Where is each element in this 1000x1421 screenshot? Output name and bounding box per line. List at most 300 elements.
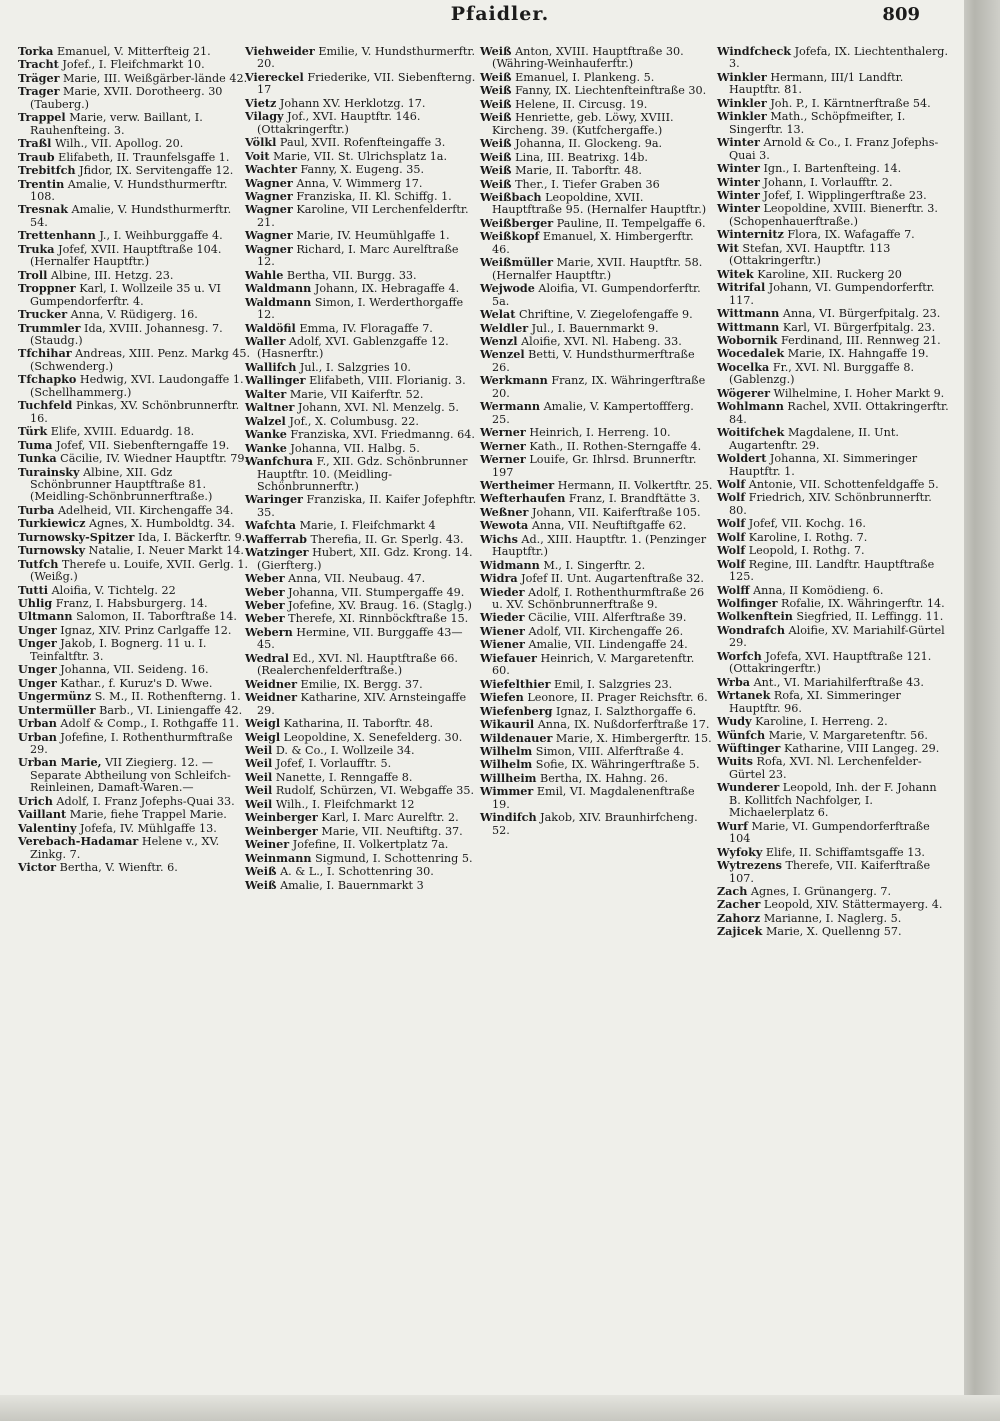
entry-address: Marianne, I. Naglerg. 5.: [760, 911, 902, 925]
directory-entry: [245, 519, 479, 532]
entry-address: Jofefa, IX. Liechtenthalerg. 3.: [729, 45, 949, 71]
directory-entry: [18, 229, 252, 242]
entry-address: Adolf & Comp., I. Rothgaffe 11.: [56, 717, 240, 731]
entry-address: Franziska, II. Kaifer Jofephftr. 35.: [257, 493, 477, 519]
directory-entry: [245, 546, 479, 572]
directory-entry: [717, 307, 951, 320]
entry-address: Marie, XVII. Dorotheerg. 30 (Tauberg.): [30, 85, 223, 111]
entry-name: Völkl: [245, 135, 277, 150]
entry-address: Emilie, IX. Bergg. 37.: [297, 677, 423, 691]
entry-name: Wittmann: [717, 306, 780, 321]
directory-entry: [245, 335, 479, 361]
entry-address: Ignaz, I. Salzthorgaffe 6.: [552, 704, 697, 718]
entry-name: Weil: [245, 756, 273, 771]
entry-name: Wolf: [717, 476, 746, 491]
directory-entry: [245, 374, 479, 387]
directory-entry: [245, 838, 479, 851]
entry-name: Trentin: [18, 176, 65, 191]
entry-address: Wilhelmine, I. Hoher Markt 9.: [769, 386, 945, 400]
entry-name: Tuma: [18, 437, 53, 452]
entry-address: VII Ziegierg. 12. —Separate Abtheilung von Schleifch-Reinleinen, Damaft-Waren.—: [30, 756, 231, 795]
entry-name: Viehweider: [245, 44, 315, 58]
directory-entry: [717, 189, 951, 202]
entry-address: Pinkas, XV. Schönbrunnerftr. 16.: [30, 399, 240, 425]
entry-name: Wohlmann: [717, 399, 784, 414]
entry-name: Wefterhaufen: [480, 491, 566, 506]
directory-entry: [480, 479, 714, 492]
entry-name: Widra: [480, 571, 518, 586]
entry-name: Wejwode: [480, 281, 535, 296]
entry-name: Weißbach: [480, 189, 542, 204]
entry-name: Wrba: [717, 674, 751, 689]
entry-address: Salomon, II. Taborftraße 14.: [72, 610, 237, 624]
directory-entry: [245, 572, 479, 585]
entry-name: Weber: [245, 598, 285, 613]
entry-address: Anton, XVIII. Hauptftraße 30. (Währing-Weinhauferftr.): [492, 45, 684, 71]
entry-name: Wudy: [717, 714, 752, 729]
directory-entry: [245, 110, 479, 136]
entry-name: Weiß: [480, 176, 512, 191]
entry-name: Weigl: [245, 716, 281, 731]
entry-name: Truka: [18, 241, 55, 256]
entry-name: Welat: [480, 307, 516, 322]
directory-entry: [18, 282, 252, 308]
entry-address: Jakob, XIV. Braunhirfcheng. 52.: [492, 811, 698, 837]
directory-entry: [245, 825, 479, 838]
entry-name: Wahle: [245, 267, 284, 282]
entry-address: Jofef, VII. Siebenfterngaffe 19.: [52, 438, 230, 452]
entry-name: Wüftinger: [717, 741, 781, 756]
directory-entry: [480, 308, 714, 321]
directory-entry: [717, 176, 951, 189]
entry-name: Türk: [18, 424, 48, 439]
directory-entry: [717, 624, 951, 650]
entry-address: Leonore, II. Prager Reichsftr. 6.: [523, 691, 708, 705]
entry-name: Wewota: [480, 518, 529, 533]
entry-address: Paul, XVII. Rofenfteingaffe 3.: [276, 136, 446, 150]
directory-entry: [245, 190, 479, 203]
entry-name: Weißmüller: [480, 255, 554, 270]
directory-entry: [18, 624, 252, 637]
entry-name: Winternitz: [717, 227, 784, 242]
directory-entry: [245, 717, 479, 730]
entry-address: Johanna, VII. Stumpergaffe 49.: [284, 585, 465, 599]
entry-name: Trappel: [18, 110, 66, 125]
entry-address: Antonie, VII. Schottenfeldgaffe 5.: [745, 477, 939, 491]
entry-address: Marie, verw. Baillant, I. Rauhenfteing. 3.: [30, 111, 203, 137]
directory-entry: [480, 652, 714, 678]
entry-address: Chriftine, V. Ziegelofengaffe 9.: [515, 308, 693, 322]
book-gutter: [964, 0, 1000, 1421]
directory-entry: [245, 678, 479, 691]
directory-entry: [480, 559, 714, 572]
entry-name: Wikauril: [480, 717, 535, 732]
entry-address: Marie, II. Taborftr. 48.: [511, 164, 642, 178]
entry-name: Werner: [480, 452, 526, 467]
directory-entry: [245, 442, 479, 455]
entry-name: Weiß: [480, 44, 512, 58]
entry-name: Turba: [18, 502, 55, 517]
entry-address: Leopoldine, XVII. Hauptftraße 95. (Hernalfer Hauptftr.): [492, 190, 707, 217]
entry-name: Weiß: [480, 136, 512, 151]
entry-address: Marie, V. Margaretenftr. 56.: [765, 728, 928, 742]
entry-address: Emma, IV. Floragaffe 7.: [295, 321, 433, 335]
entry-address: Therefe, VII. Kaiferftraße 107.: [729, 859, 931, 885]
directory-entry: [717, 400, 951, 426]
entry-name: Weßner: [480, 504, 529, 519]
entry-address: Franziska, XVI. Friedmanng. 64.: [286, 428, 475, 442]
directory-entry: [18, 164, 252, 177]
directory-entry: [480, 335, 714, 348]
entry-address: Elife, XVIII. Eduardg. 18.: [47, 425, 195, 439]
entry-name: Zajicek: [717, 924, 763, 939]
directory-entry: [717, 110, 951, 136]
entry-address: Nanette, I. Renngaffe 8.: [272, 770, 413, 784]
directory-entry: [18, 466, 252, 504]
entry-name: Werner: [480, 438, 526, 453]
directory-entry: [717, 676, 951, 689]
entry-address: Barb., VI. Liniengaffe 42.: [95, 703, 243, 717]
entry-address: Fr., XVI. Nl. Burggaffe 8. (Gablenzg.): [729, 360, 915, 387]
entry-address: Therefe, XI. Rinnböckftraße 15.: [284, 612, 469, 626]
entry-name: Trager: [18, 84, 60, 99]
directory-entry: [717, 426, 951, 452]
entry-address: Johann, VII. Kaiferftraße 105.: [528, 505, 701, 519]
entry-address: Kath., II. Rothen-Sterngaffe 4.: [525, 439, 702, 453]
entry-name: Urban: [18, 716, 57, 731]
entry-address: Franz, IX. Währingerftraße 20.: [492, 374, 706, 400]
directory-entry: [245, 177, 479, 190]
directory-entry: [480, 638, 714, 651]
entry-address: Arnold & Co., I. Franz Jofephs-Quai 3.: [729, 136, 939, 162]
entry-address: Hedwig, XVI. Laudongaffe 1. (Schellhammerg.): [30, 373, 244, 399]
entry-name: Wytrezens: [717, 858, 782, 873]
entry-address: Kathar., f. Kuruz's D. Wwe.: [56, 676, 213, 690]
entry-address: Jfidor, IX. Servitengaffe 12.: [75, 164, 234, 178]
entry-address: Marie, VII. St. Ulrichsplatz 1a.: [269, 149, 448, 163]
directory-entry: [717, 347, 951, 360]
directory-entry: [245, 136, 479, 149]
entry-address: Rachel, XVII. Ottakringerftr. 84.: [729, 400, 949, 426]
entry-address: Adolf, VII. Kirchengaffe 26.: [524, 624, 684, 638]
entry-name: Wolf: [717, 543, 746, 558]
entry-name: Wuits: [717, 754, 753, 769]
entry-name: Walzel: [245, 413, 286, 428]
entry-name: Wimmer: [480, 784, 534, 799]
entry-name: Winkler: [717, 109, 767, 124]
entry-address: Henriette, geb. Löwy, XVIII. Kircheng. 39. (Kutfchergaffe.): [492, 111, 674, 137]
entry-address: Marie, III. Weißgärber-lände 42.: [59, 71, 248, 85]
entry-name: Ultmann: [18, 609, 73, 624]
entry-address: Franz, I. Brandftätte 3.: [565, 492, 701, 506]
directory-entry: [717, 544, 951, 557]
entry-address: Friederike, VII. Siebenfterng. 17: [257, 70, 476, 97]
entry-name: Woldert: [717, 451, 767, 466]
entry-address: Karl, I. Wollzeile 35 u. VI Gumpendorferftr. 4.: [30, 282, 221, 308]
directory-entry: [717, 97, 951, 110]
entry-address: Ad., XIII. Hauptftr. 1. (Penzinger Hauptftr.): [492, 532, 707, 559]
entry-name: Wanke: [245, 427, 287, 442]
directory-entry: [18, 269, 252, 282]
directory-entry: [480, 230, 714, 256]
directory-entry: [480, 811, 714, 837]
entry-name: Zach: [717, 884, 748, 898]
directory-entry: [18, 203, 252, 229]
directory-entry: [717, 715, 951, 728]
entry-address: Flora, IX. Wafagaffe 7.: [783, 228, 915, 242]
entry-name: Urban Marie,: [18, 755, 102, 770]
entry-name: Voit: [245, 148, 270, 163]
directory-entry: [480, 745, 714, 758]
entry-address: Regine, III. Landftr. Hauptftraße 125.: [729, 557, 935, 584]
directory-entry: [717, 859, 951, 885]
directory-entry: [18, 137, 252, 150]
entry-address: Franziska, II. Kl. Schiffg. 1.: [292, 189, 452, 203]
entry-name: Unger: [18, 662, 57, 677]
directory-entry: [245, 415, 479, 428]
entry-address: Elifabeth, II. Traunfelsgaffe 1.: [54, 150, 230, 164]
entry-address: Richard, I. Marc Aurelftraße 12.: [257, 242, 459, 269]
directory-entry: [245, 865, 479, 878]
entry-name: Waldöfil: [245, 320, 296, 335]
entry-address: Rofa, XI. Simmeringer Hauptftr. 96.: [729, 689, 901, 715]
entry-address: Jofef, I. Vorlaufftr. 5.: [272, 757, 392, 771]
directory-entry: [245, 455, 479, 493]
directory-entry: [18, 72, 252, 85]
entry-name: Tutfch: [18, 556, 59, 571]
entry-address: Elife, II. Schiffamtsgaffe 13.: [762, 845, 925, 859]
entry-name: Wit: [717, 240, 739, 255]
directory-entry: [717, 162, 951, 175]
entry-address: Leopoldine, X. Senefelderg. 30.: [280, 730, 463, 744]
directory-entry: [480, 164, 714, 177]
entry-address: Sigmund, I. Schottenring 5.: [311, 851, 473, 865]
directory-entry: [717, 361, 951, 387]
directory-entry: [480, 519, 714, 532]
entry-name: Wildenauer: [480, 730, 553, 745]
entry-name: Urich: [18, 793, 53, 808]
entry-address: Bertha, IX. Hahng. 26.: [536, 771, 669, 785]
entry-name: Wafchta: [245, 518, 297, 533]
entry-name: Zahorz: [717, 910, 761, 925]
entry-address: Jofefa, IV. Mühlgaffe 13.: [76, 821, 217, 835]
entry-name: Wichs: [480, 531, 518, 546]
entry-name: Turnowsky-Spitzer: [18, 529, 135, 544]
entry-address: Wilh., VII. Apollog. 20.: [51, 137, 184, 151]
entry-address: Heinrich, V. Margaretenftr. 60.: [492, 651, 695, 678]
entry-address: Aloifia, VI. Gumpendorferftr. 5a.: [492, 282, 701, 308]
entry-address: Karoline, XII. Ruckerg 20: [753, 267, 902, 281]
entry-name: Vietz: [245, 95, 277, 110]
entry-address: Adolf, I. Rothenthurmftraße 26 u. XV. Schönbrunnerftraße 9.: [492, 585, 705, 612]
directory-entry: [480, 785, 714, 811]
entry-name: Wallinger: [245, 373, 306, 388]
entry-name: Wedral: [245, 650, 289, 665]
directory-entry: [245, 599, 479, 612]
entry-address: Jakob, I. Bognerg. 11 u. I. Teinfaltftr. 3.: [30, 637, 207, 663]
directory-entry: [18, 439, 252, 452]
directory-entry: [18, 717, 252, 730]
directory-entry: [480, 374, 714, 400]
entry-address: Anna, VII. Neuftiftgaffe 62.: [528, 519, 687, 533]
entry-name: Winkler: [717, 69, 767, 84]
entry-address: Ant., VI. Mariahilferftraße 43.: [750, 675, 924, 689]
entry-address: Fanny, IX. Liechtenfteinftraße 30.: [511, 84, 707, 98]
directory-entry: [717, 136, 951, 162]
directory-entry: [245, 150, 479, 163]
directory-entry: [480, 98, 714, 111]
entry-name: Tfchapko: [18, 372, 77, 387]
directory-entry: [18, 85, 252, 111]
entry-name: Weißkopf: [480, 229, 540, 244]
directory-entry: [18, 243, 252, 269]
entry-name: Unger: [18, 636, 57, 651]
directory-entry: [18, 690, 252, 703]
directory-entry: [717, 885, 951, 898]
entry-address: Andreas, XIII. Penz. Markg 45. (Schwenderg.): [30, 347, 251, 373]
entry-address: Natalie, I. Neuer Markt 14.: [85, 544, 244, 558]
entry-name: Waringer: [245, 492, 303, 507]
directory-entry: [18, 756, 252, 794]
directory-entry: [717, 228, 951, 241]
entry-name: Weil: [245, 743, 273, 758]
directory-entry: [245, 428, 479, 441]
entry-name: Witrifal: [717, 280, 766, 295]
directory-entry: [480, 45, 714, 71]
entry-name: Winter: [717, 187, 760, 202]
directory-entry: [717, 584, 951, 597]
entry-name: Weiß: [480, 149, 512, 164]
entry-address: Anna, II Komödieng. 6.: [749, 583, 884, 597]
entry-address: Anna, VI. Bürgerfpitalg. 23.: [779, 307, 941, 321]
entry-name: Trucker: [18, 307, 68, 322]
entry-name: Wagner: [245, 175, 293, 190]
entry-address: Betti, V. Hundsthurmerftraße 26.: [492, 348, 695, 374]
entry-name: Wyfoky: [717, 844, 763, 859]
entry-address: Marie, VII. Neuftiftg. 37.: [317, 824, 463, 838]
entry-name: Traub: [18, 149, 55, 164]
entry-name: Weiß: [480, 110, 512, 125]
entry-name: Winkler: [717, 95, 767, 110]
entry-address: Marie, XVII. Hauptftr. 58. (Hernalfer Hauptftr.): [492, 256, 703, 282]
directory-entry: [245, 586, 479, 599]
entry-name: Weiß: [480, 96, 512, 111]
entry-name: Weinmann: [245, 850, 312, 865]
entry-name: Wallifch: [245, 359, 297, 374]
entry-name: Wiener: [480, 637, 525, 652]
directory-entry: [717, 45, 951, 71]
entry-name: Troll: [18, 267, 48, 282]
entry-name: Weber: [245, 584, 285, 599]
page-bottom-edge: [0, 1395, 1000, 1421]
entry-name: Wolkenftein: [717, 609, 793, 624]
directory-entry: [18, 835, 252, 861]
entry-address: Johann, IX. Hebragaffe 4.: [311, 282, 460, 296]
entry-name: Wolff: [717, 582, 750, 597]
entry-address: Magdalene, II. Unt. Augartenftr. 29.: [729, 426, 899, 452]
directory-entry: [18, 861, 252, 874]
entry-name: Wolf: [717, 529, 746, 544]
entry-address: Siegfried, II. Leffingg. 11.: [792, 610, 944, 624]
entry-address: Fanny, X. Eugeng. 35.: [296, 163, 425, 177]
directory-entry: [245, 493, 479, 519]
directory-entry: [245, 771, 479, 784]
directory-entry: [717, 689, 951, 715]
entry-name: Winter: [717, 201, 760, 216]
entry-name: Träger: [18, 70, 60, 85]
entry-name: Windifch: [480, 810, 537, 825]
entry-name: Wolf: [717, 490, 746, 505]
directory-entry: [245, 203, 479, 229]
entry-name: Tresnak: [18, 202, 68, 217]
entry-name: Willheim: [480, 770, 537, 785]
entry-address: Emanuel, V. Mitterfteig 21.: [53, 45, 211, 58]
entry-address: Agnes, I. Grünangerg. 7.: [747, 885, 892, 898]
entry-name: Victor: [18, 860, 57, 875]
entry-address: Franz, I. Habsburgerg. 14.: [52, 597, 208, 611]
directory-entry: [245, 533, 479, 546]
directory-entry: [480, 705, 714, 718]
entry-name: Wieder: [480, 610, 525, 625]
entry-address: Emanuel, I. Plankeng. 5.: [511, 70, 655, 84]
directory-entry: [717, 912, 951, 925]
directory-entry: [18, 544, 252, 557]
directory-entry: [245, 97, 479, 110]
entry-name: Weber: [245, 571, 285, 586]
entry-address: Johann, I. Vorlaufftr. 2.: [759, 175, 893, 189]
entry-name: Wanfchura: [245, 454, 314, 469]
entry-address: D. & Co., I. Wollzeile 34.: [272, 744, 415, 758]
directory-entry: [245, 269, 479, 282]
entry-address: Jofefa, XVI. Hauptftraße 121. (Ottakringerftr.): [729, 649, 932, 676]
entry-name: Tutti: [18, 582, 49, 597]
entry-address: Leopoldine, XVIII. Bienerftr. 3. (Schopenhauerftraße.): [729, 202, 938, 228]
entry-name: Tracht: [18, 57, 59, 72]
entry-address: Jofefine, II. Volkertplatz 7a.: [289, 838, 449, 852]
entry-address: J., I. Weihburggaffe 4.: [95, 229, 223, 243]
entry-name: Turkiewicz: [18, 516, 86, 531]
entry-name: Webern: [245, 624, 293, 639]
directory-entry: [18, 808, 252, 821]
entry-address: Marie, I. Fleifchmarkt 4: [296, 519, 436, 533]
directory-entry: [18, 399, 252, 425]
directory-entry: [480, 625, 714, 638]
entry-name: Weil: [245, 769, 273, 784]
directory-entry: [18, 322, 252, 348]
directory-entry: [245, 798, 479, 811]
directory-entry: [18, 584, 252, 597]
entry-name: Wrtanek: [717, 688, 771, 703]
entry-name: Turainsky: [18, 464, 80, 479]
entry-name: Witek: [717, 266, 754, 281]
entry-name: Wiefenberg: [480, 703, 553, 718]
entry-address: Agnes, X. Humboldtg. 34.: [85, 517, 235, 531]
entry-address: Helene, II. Circusg. 19.: [511, 97, 648, 111]
entry-address: Jul., I. Salzgries 10.: [296, 360, 411, 374]
entry-name: Wanke: [245, 440, 287, 455]
entry-address: Amalie, V. Kampertoffferg. 25.: [492, 400, 694, 426]
directory-entry: [480, 111, 714, 137]
entry-name: Winter: [717, 161, 760, 176]
entry-address: Sofie, IX. Währingerftraße 5.: [532, 758, 700, 772]
directory-entry: [480, 84, 714, 97]
entry-address: Katharina, II. Taborftr. 48.: [280, 717, 434, 731]
directory-entry: [480, 348, 714, 374]
entry-address: Rudolf, Schürzen, VI. Webgaffe 35.: [272, 784, 475, 798]
entry-name: Wolf: [717, 516, 746, 531]
column-2: [245, 45, 479, 892]
directory-entry: [18, 597, 252, 610]
